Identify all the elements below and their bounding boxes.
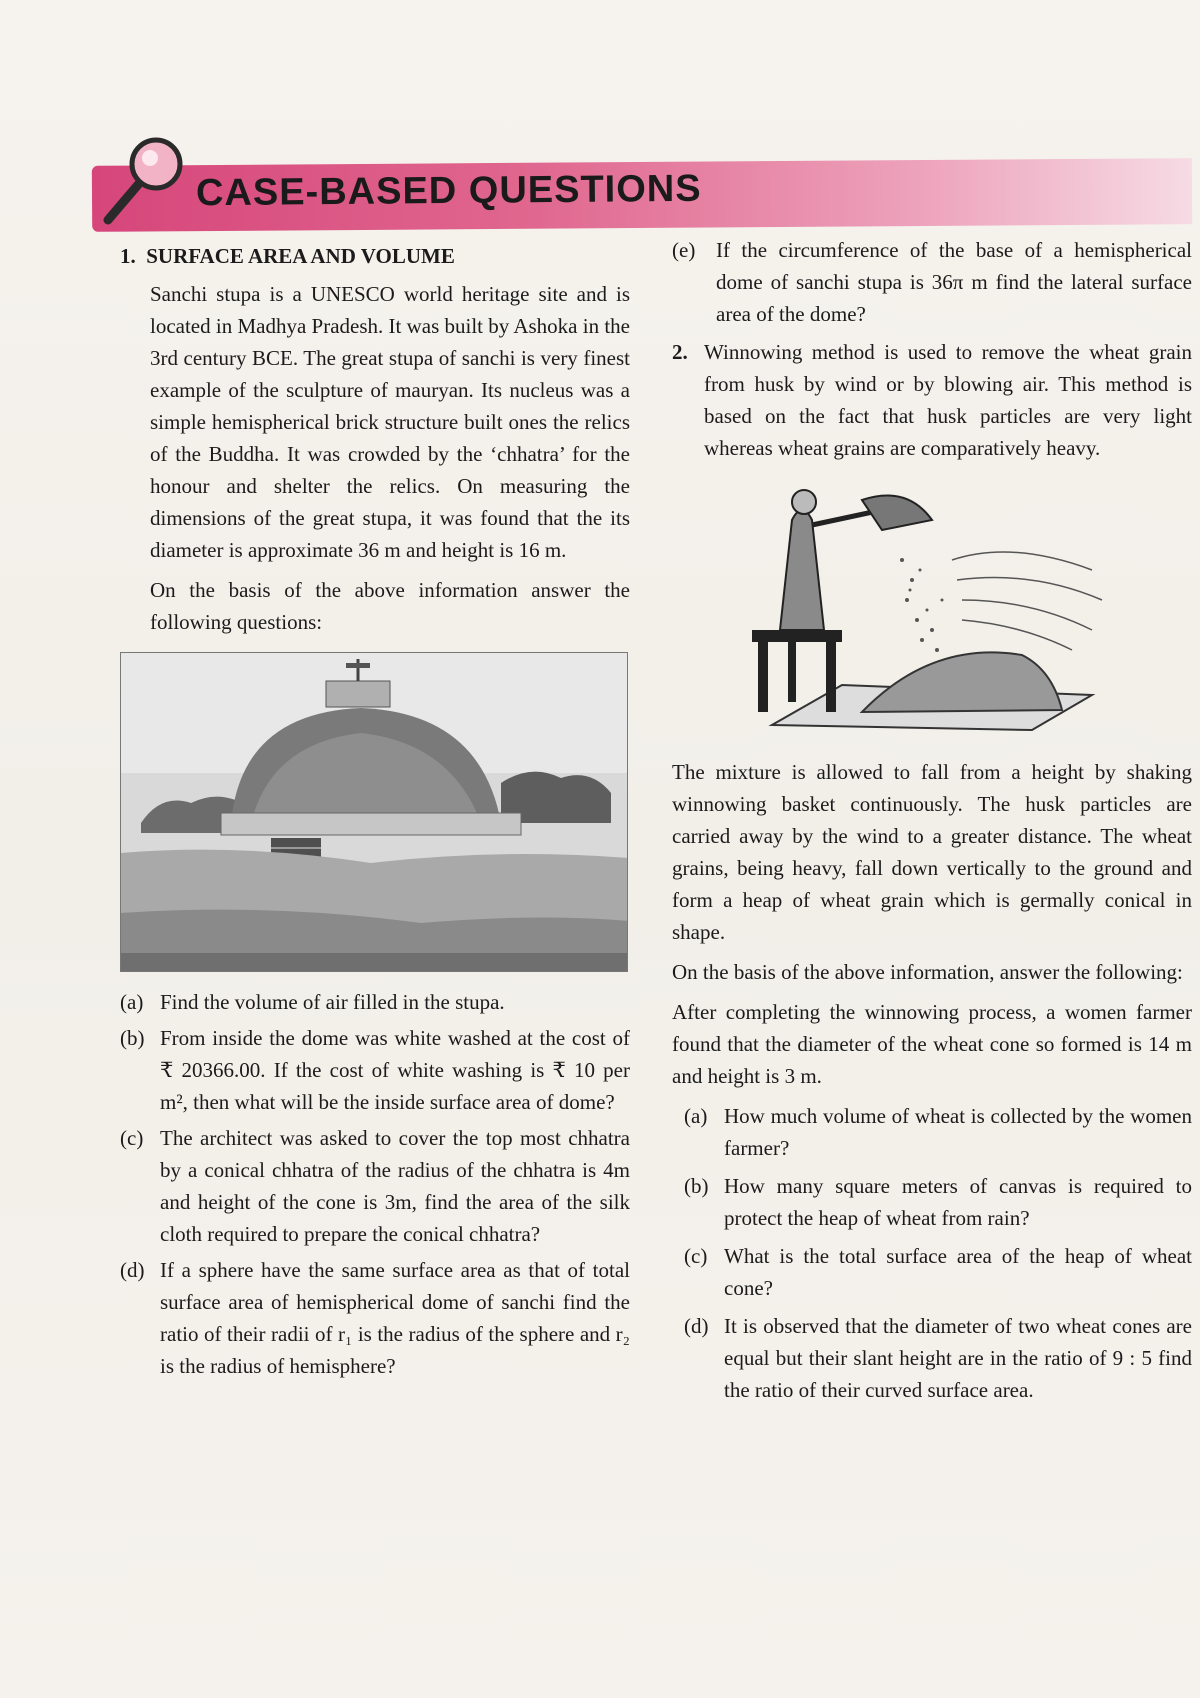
q2-part-a-text: How much volume of wheat is collected by the women farmer? bbox=[724, 1104, 1192, 1160]
q1-part-e bbox=[672, 234, 1192, 330]
q1-part-a bbox=[120, 986, 630, 1018]
q1-part-a-label: (a) bbox=[120, 990, 144, 1014]
question-1 bbox=[120, 240, 630, 1386]
magnifier-icon bbox=[100, 128, 200, 228]
stupa-photo bbox=[120, 652, 628, 972]
q2-part-d-text: It is observed that the diameter of two wheat cones are equal but their slant height are in the ratio of 9 : 5 find the ratio of their curved surface area. bbox=[724, 1314, 1192, 1402]
q2-part-c-text: What is the total surface area of the heap of wheat cone? bbox=[724, 1244, 1192, 1300]
page-title: CASE-BASED QUESTIONS bbox=[195, 167, 702, 215]
q1-heading bbox=[120, 240, 630, 272]
q2-intro: Winnowing method is used to remove the wheat grain from husk by wind or by blowing air. This method is based on the fact that husk particles are very light whereas wheat grains are comparatively heavy. bbox=[704, 340, 1192, 460]
q1-part-c-text: The architect was asked to cover the top most chhatra by a conical chhatra of the radius of the chhatra is 4m and height of the cone is 3m, find the area of the silk cloth required to prepare the conical chhatra? bbox=[160, 1126, 630, 1246]
q1-part-d bbox=[120, 1254, 630, 1382]
q1-part-d-label: (d) bbox=[120, 1258, 145, 1282]
q1-number: 1. bbox=[120, 244, 136, 268]
q1-part-e-label: (e) bbox=[672, 238, 696, 262]
question-2 bbox=[672, 336, 1192, 464]
q2-instruction: On the basis of the above information, answer the following: bbox=[672, 960, 1183, 984]
q2-number: 2. bbox=[672, 340, 688, 364]
q1-parts bbox=[120, 986, 630, 1382]
q2-part-d bbox=[684, 1310, 1192, 1406]
q1-part-a-text: Find the volume of air filled in the stupa. bbox=[160, 990, 505, 1014]
q2-paragraph-3: After completing the winnowing process, a women farmer found that the diameter of the wheat cone so formed is 14 m and height is 3 m. bbox=[672, 1000, 1192, 1088]
q2-part-b-label: (b) bbox=[684, 1174, 709, 1198]
q1-title: SURFACE AREA AND VOLUME bbox=[146, 244, 455, 268]
q1-part-c-label: (c) bbox=[120, 1126, 144, 1150]
q2-part-d-label: (d) bbox=[684, 1314, 709, 1338]
q1-part-b-label: (b) bbox=[120, 1026, 145, 1050]
q2-part-c bbox=[684, 1240, 1192, 1304]
q2-part-b-text: How many square meters of canvas is required to protect the heap of wheat from rain? bbox=[724, 1174, 1192, 1230]
q1-part-e-text: If the circumference of the base of a hemispherical dome of sanchi stupa is 36π m find the lateral surface area of the dome? bbox=[716, 238, 1192, 326]
q1-part-d-text: If a sphere have the same surface area as that of total surface area of hemispherical dome of sanchi find the ratio of their radii of r₁ is the radius of the sphere and r₂ is the radius of hemisphere? bbox=[160, 1258, 630, 1378]
q1-part-c bbox=[120, 1122, 630, 1250]
q2-paragraph-2: The mixture is allowed to fall from a height by shaking winnowing basket continuously. The husk particles are carried away by the wind to a greater distance. The wheat grains, being heavy, fall down vertically to the ground and form a heap of wheat grain which is germally conical in shape. bbox=[672, 760, 1192, 944]
winnowing-illustration bbox=[732, 480, 1112, 740]
q1-intro: Sanchi stupa is a UNESCO world heritage site and is located in Madhya Pradesh. It was built by Ashoka in the 3rd century BCE. The great stupa of sanchi is very finest example of the sculpture of mauryan. Its nucleus was a simple hemispherical brick structure built ones the relics of the Buddha. It was crowded by the ‘chhatra’ for the honour and shelter the relics. On measuring the dimensions of the great stupa, it was found that the its diameter is approximate 36 m and height is 16 m. bbox=[150, 282, 630, 562]
q2-parts bbox=[672, 1100, 1192, 1406]
q1-part-b bbox=[120, 1022, 630, 1118]
right-column bbox=[672, 234, 1192, 1412]
q2-part-a bbox=[684, 1100, 1192, 1164]
q2-part-c-label: (c) bbox=[684, 1244, 708, 1268]
q1-part-b-text: From inside the dome was white washed at the cost of ₹ 20366.00. If the cost of white washing is ₹ 10 per m², then what will be the inside surface area of dome? bbox=[160, 1026, 630, 1114]
q2-part-a-label: (a) bbox=[684, 1104, 708, 1128]
q2-part-b bbox=[684, 1170, 1192, 1234]
q1-instruction: On the basis of the above information answer the following questions: bbox=[150, 578, 630, 634]
